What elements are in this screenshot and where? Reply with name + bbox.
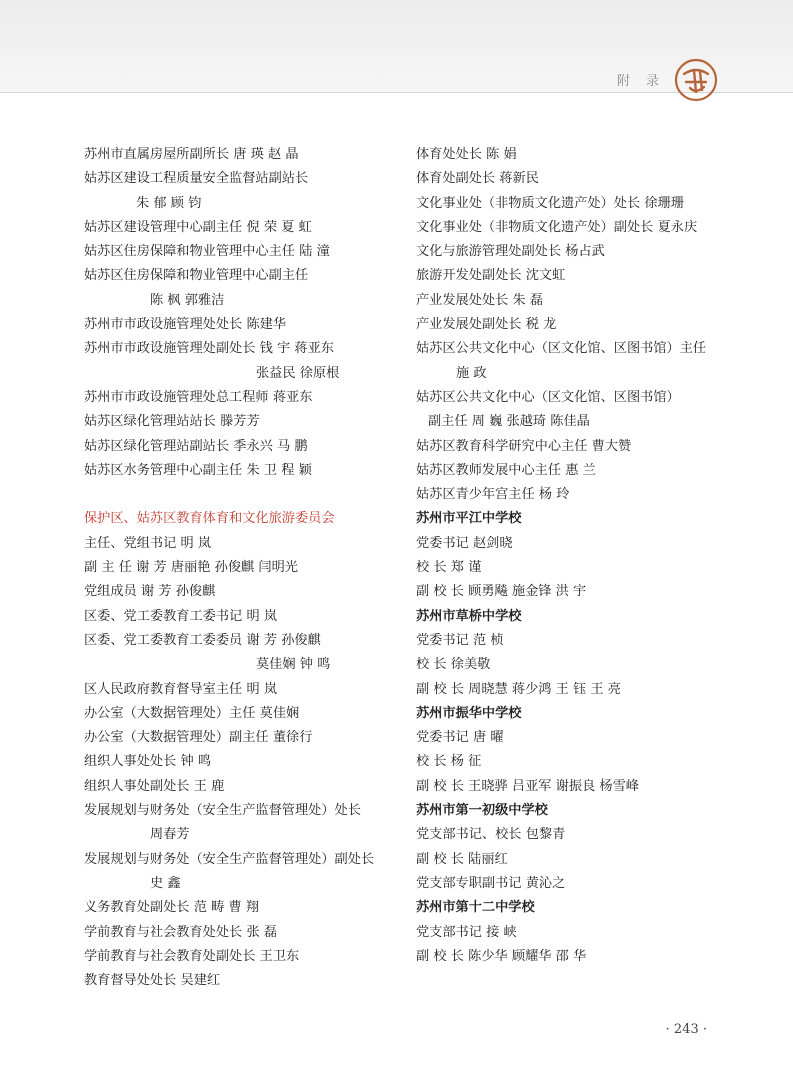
- entry-line: 史 鑫: [150, 875, 181, 891]
- entry-line: 朱 郁 顾 钧: [136, 195, 202, 211]
- left-column: [84, 143, 396, 993]
- entry-line: 陈 枫 郭雅洁: [150, 292, 225, 308]
- entry-line: 党委书记 唐 曜: [416, 730, 504, 746]
- entry-line: 体育处处长 陈 娟: [416, 147, 517, 162]
- entry-line: 姑苏区水务管理中心副主任 朱 卫 程 颖: [84, 462, 312, 478]
- entry-line: 姑苏区公共文化中心（区文化馆、区图书馆）: [416, 389, 680, 405]
- entry-line: 姑苏区建设管理中心副主任 倪 荣 夏 虹: [84, 219, 312, 235]
- entry-line: 副 校 长 陈少华 顾耀华 邵 华: [416, 948, 587, 964]
- section-heading: 苏州市振华中学校: [416, 705, 522, 721]
- entry-line: 党支部书记、校长 包黎青: [416, 827, 566, 843]
- entry-line: 义务教育处副处长 范 畴 曹 翔: [84, 900, 260, 916]
- entry-line: 区委、党工委教育工委书记 明 岚: [84, 608, 278, 624]
- entry-line: 苏州市直属房屋所副所长 唐 瑛 赵 晶: [84, 147, 299, 162]
- entry-line: 姑苏区青少年宫主任 杨 玲: [416, 487, 570, 503]
- entry-line: 办公室（大数据管理处）主任 莫佳娴: [84, 705, 300, 721]
- entry-line: 姑苏区绿化管理站站长 滕芳芳: [84, 414, 260, 430]
- entry-line: 周春芳: [150, 827, 190, 843]
- entry-line: 姑苏区公共文化中心（区文化馆、区图书馆）主任: [416, 341, 707, 357]
- entry-line: 副 校 长 顾勇飚 施金锋 洪 宇: [416, 584, 587, 600]
- entry-line: 党组成员 谢 芳 孙俊麒: [84, 584, 216, 600]
- entry-line: 副 校 长 陆丽红: [416, 851, 508, 867]
- entry-line: 苏州市市政设施管理处处长 陈建华: [84, 317, 287, 333]
- entry-line: 姑苏区绿化管理站副站长 季永兴 马 鹏: [84, 438, 308, 454]
- entry-line: 姑苏区教育科学研究中心主任 曹大赞: [416, 438, 632, 454]
- entry-line: 发展规划与财务处（安全生产监督管理处）副处长: [84, 851, 375, 867]
- entry-line: 姑苏区住房保障和物业管理中心副主任: [84, 268, 309, 284]
- section-heading: 保护区、姑苏区教育体育和文化旅游委员会: [84, 511, 335, 527]
- entry-line: 文化与旅游管理处副处长 杨占武: [416, 244, 605, 260]
- entry-line: 学前教育与社会教育处处长 张 磊: [84, 924, 278, 940]
- entry-line: 校 长 杨 征: [416, 754, 482, 770]
- entry-line: 文化事业处（非物质文化遗产处）处长 徐珊珊: [416, 195, 684, 211]
- entry-line: 校 长 郑 谨: [416, 560, 482, 576]
- entry-line: 副 主 任 谢 芳 唐丽艳 孙俊麒 闫明光: [84, 560, 298, 576]
- entry-line: 产业发展处副处长 税 龙: [416, 317, 557, 333]
- section-heading: 苏州市草桥中学校: [416, 608, 522, 624]
- entry-line: 副 校 长 王晓骅 吕亚军 谢振良 杨雪峰: [416, 778, 639, 794]
- right-column: [416, 143, 716, 969]
- entry-line: 教育督导处处长 吴建红: [84, 973, 221, 989]
- section-heading: 苏州市第十二中学校: [416, 900, 535, 916]
- section-title: 附 录: [616, 74, 665, 89]
- entry-line: 姑苏区住房保障和物业管理中心主任 陆 潼: [84, 244, 330, 260]
- page-number: · 243 ·: [665, 1022, 707, 1037]
- entry-line: 办公室（大数据管理处）副主任 董徐行: [84, 730, 313, 746]
- entry-line: 产业发展处处长 朱 磊: [416, 292, 544, 308]
- entry-line: 党支部书记 接 峡: [416, 924, 517, 940]
- entry-line: 组织人事处副处长 王 鹿: [84, 778, 225, 794]
- entry-line: 区委、党工委教育工委委员 谢 芳 孙俊麒: [84, 632, 321, 648]
- entry-line: 区人民政府教育督导室主任 明 岚: [84, 681, 278, 697]
- entry-line: 体育处副处长 蒋新民: [416, 171, 539, 187]
- seal-emblem-icon: [674, 58, 718, 102]
- entry-line: 党支部专职副书记 黄沁之: [416, 875, 566, 891]
- entry-line: 苏州市市政设施管理处副处长 钱 宇 蒋亚东: [84, 341, 334, 357]
- entry-line: 文化事业处（非物质文化遗产处）副处长 夏永庆: [416, 219, 698, 235]
- entry-line: 张益民 徐原根: [256, 365, 340, 381]
- spacer: [84, 483, 396, 507]
- entry-line: 发展规划与财务处（安全生产监督管理处）处长: [84, 803, 361, 819]
- entry-line: 副 校 长 周晓慧 蒋少鸿 王 钰 王 亮: [416, 681, 621, 697]
- section-heading: 苏州市平江中学校: [416, 511, 522, 527]
- entry-line: 主任、党组书记 明 岚: [84, 535, 212, 551]
- section-heading: 苏州市第一初级中学校: [416, 803, 548, 819]
- entry-line: 姑苏区建设工程质量安全监督站副站长: [84, 171, 309, 187]
- entry-line: 组织人事处处长 钟 鸣: [84, 754, 212, 770]
- page-header-band: [0, 0, 793, 93]
- entry-line: 苏州市市政设施管理处总工程师 蒋亚东: [84, 389, 313, 405]
- entry-line: 党委书记 范 桢: [416, 632, 504, 648]
- entry-line: 学前教育与社会教育处副处长 王卫东: [84, 948, 300, 964]
- entry-line: 党委书记 赵剑晓: [416, 535, 513, 551]
- entry-line: 旅游开发处副处长 沈文虹: [416, 268, 566, 284]
- entry-line: 校 长 徐美敬: [416, 657, 491, 673]
- entry-line: 副主任 周 巍 张越琦 陈佳晶: [428, 414, 590, 430]
- entry-line: 姑苏区教师发展中心主任 惠 兰: [416, 462, 596, 478]
- entry-line: 施 政: [456, 365, 487, 381]
- entry-line: 莫佳娴 钟 鸣: [256, 657, 331, 673]
